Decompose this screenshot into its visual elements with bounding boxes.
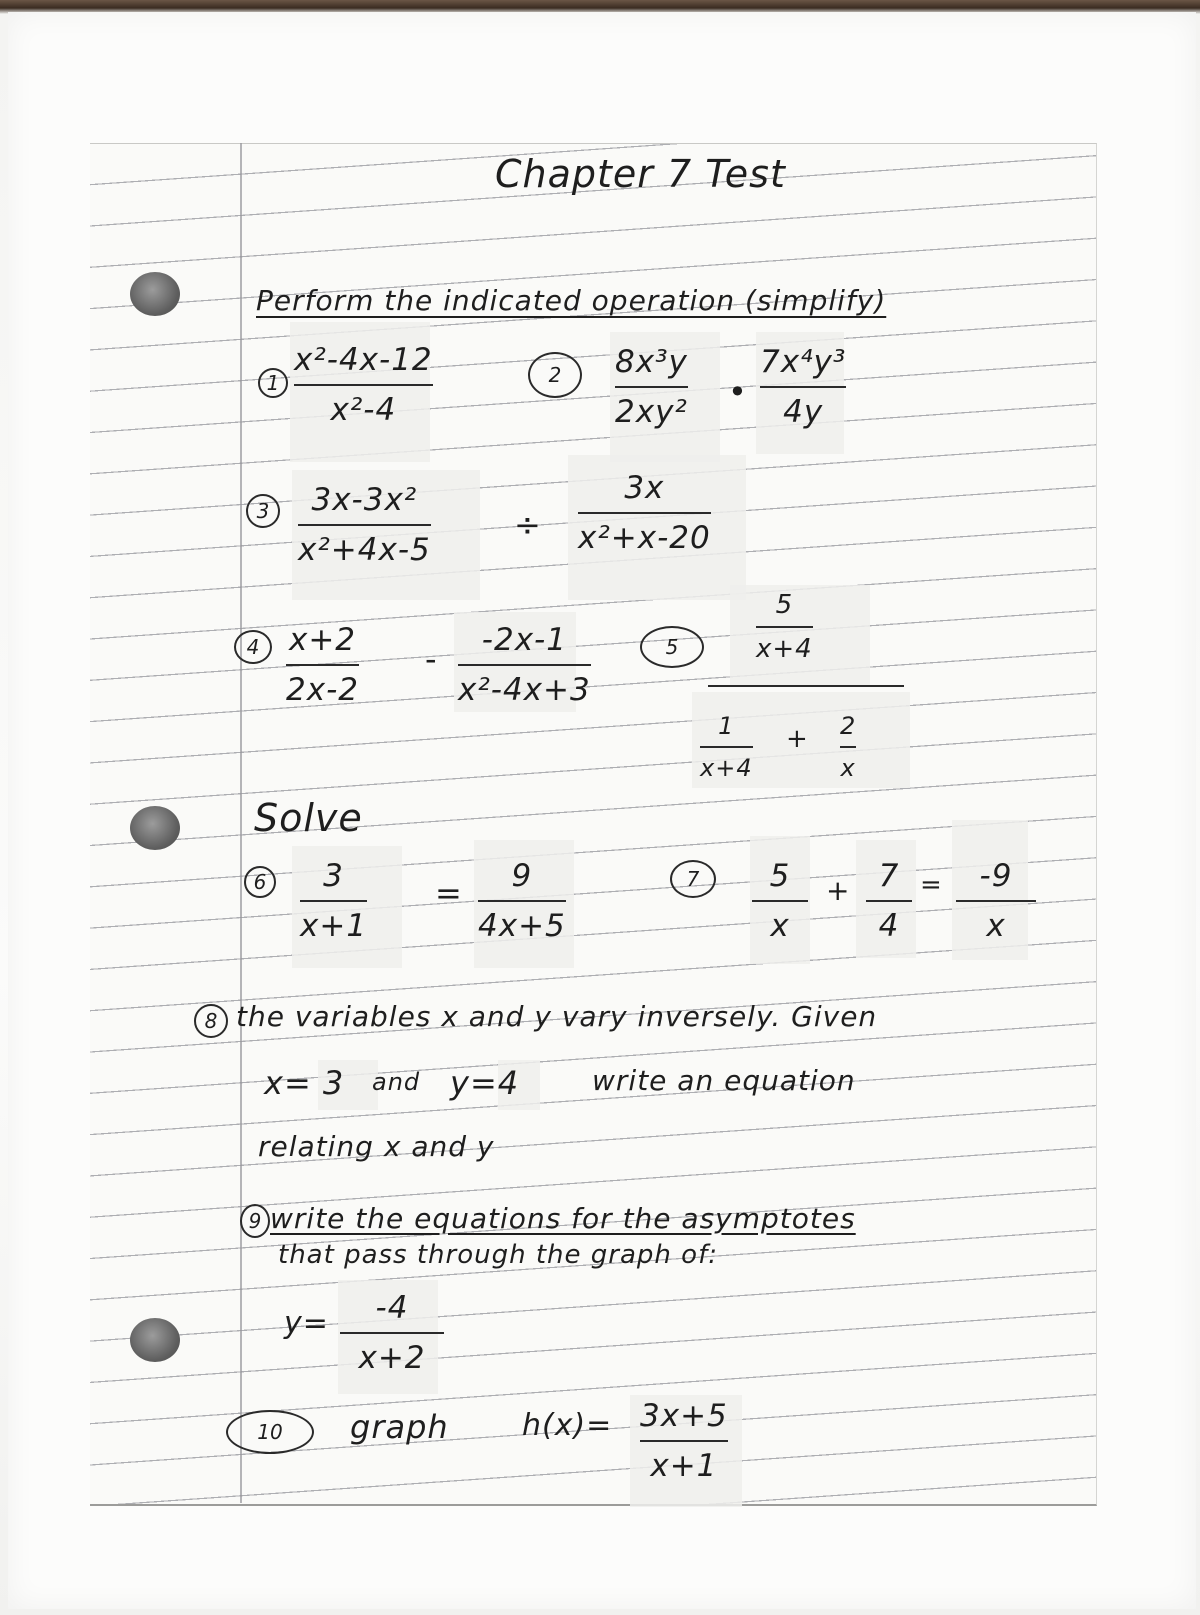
fraction-bar (294, 384, 433, 386)
fraction-bar (760, 386, 846, 388)
problem-5-bottom1-denominator: x+4 (700, 754, 753, 782)
problem-5-bottom-fraction-1 (700, 712, 753, 782)
problem-3-fraction-2 (578, 470, 711, 556)
fraction-bar (578, 512, 711, 514)
problem-8-and: and (372, 1068, 421, 1096)
fraction-bar (866, 900, 912, 902)
problem-4-frac2-denominator: x²-4x+3 (458, 672, 591, 708)
problem-5-main-fraction-bar (708, 685, 904, 687)
problem-6-frac1-numerator: 3 (323, 858, 344, 894)
problem-4-number: 4 (234, 630, 272, 664)
problem-7-frac3-denominator: x (986, 908, 1006, 944)
problem-7-frac1-denominator: x (770, 908, 790, 944)
fraction-bar (286, 664, 359, 666)
problem-9-fraction (340, 1290, 444, 1376)
problem-10-numerator: 3x+5 (640, 1398, 728, 1434)
problem-9-line-1: write the equations for the asymptotes (270, 1202, 856, 1235)
problem-8-line-3: relating x and y (258, 1130, 495, 1163)
problem-5-bottom2-numerator: 2 (840, 712, 857, 740)
fraction-bar (700, 746, 753, 748)
problem-5-top-fraction (756, 590, 813, 664)
fraction-bar (478, 900, 566, 902)
page-title: Chapter 7 Test (495, 152, 786, 196)
problem-10-fraction (640, 1398, 728, 1484)
fraction-bar (300, 900, 367, 902)
section-heading-operations: Perform the indicated operation (simplify) (256, 284, 887, 317)
problem-1-fraction (294, 342, 433, 428)
problem-9-numerator: -4 (375, 1290, 409, 1326)
problem-1-numerator: x²-4x-12 (294, 342, 433, 378)
problem-1-denominator: x²-4 (330, 392, 397, 428)
problem-4-frac2-numerator: -2x-1 (481, 622, 567, 658)
fraction-bar (840, 746, 856, 748)
problem-10-label: graph (350, 1408, 449, 1446)
fraction-bar (458, 664, 591, 666)
problem-7-number: 7 (670, 860, 716, 898)
punch-hole-top (130, 272, 180, 316)
problem-6-fraction-1 (300, 858, 367, 944)
problem-5-bottom-fraction-2 (840, 712, 856, 782)
fraction-bar (615, 386, 688, 388)
problem-5-bottom2-denominator: x (840, 754, 856, 782)
margin-line (240, 143, 242, 1503)
problem-2-frac2-denominator: 4y (783, 394, 824, 430)
problem-4-frac1-denominator: 2x-2 (286, 672, 359, 708)
problem-2-frac1-denominator: 2xy² (615, 394, 688, 430)
problem-5-bottom-operator: + (786, 724, 808, 754)
fraction-bar (756, 626, 813, 628)
problem-6-frac2-denominator: 4x+5 (478, 908, 566, 944)
problem-3-frac1-numerator: 3x-3x² (311, 482, 418, 518)
fraction-bar (752, 900, 808, 902)
problem-8-y-value: y=4 (450, 1064, 520, 1102)
problem-3-frac2-denominator: x²+x-20 (578, 520, 711, 556)
problem-2-frac1-numerator: 8x³y (615, 344, 688, 380)
section-heading-solve: Solve (254, 796, 363, 840)
problem-2-operator: • (728, 373, 747, 411)
problem-9-line-2: that pass through the graph of: (278, 1240, 718, 1270)
problem-6-operator: = (435, 874, 462, 912)
problem-8-number: 8 (194, 1004, 228, 1038)
problem-6-frac2-numerator: 9 (511, 858, 533, 894)
problem-2-fraction-2 (760, 344, 846, 430)
punch-hole-middle (130, 806, 180, 850)
problem-2-frac2-numerator: 7x⁴y³ (760, 344, 847, 380)
problem-9-lhs: y= (284, 1306, 329, 1341)
problem-10-denominator: x+1 (650, 1448, 718, 1484)
problem-9-denominator: x+2 (358, 1340, 426, 1376)
problem-8-line-1: the variables x and y vary inversely. Given (236, 1000, 878, 1033)
problem-5-top-denominator: x+4 (756, 634, 813, 664)
problem-6-number: 6 (244, 866, 276, 898)
problem-3-number: 3 (246, 494, 280, 528)
problem-4-fraction-2 (458, 622, 591, 708)
problem-5-bottom1-numerator: 1 (718, 712, 735, 740)
punch-hole-bottom (130, 1318, 180, 1362)
problem-7-fraction-3 (956, 858, 1036, 944)
problem-2-fraction-1 (615, 344, 688, 430)
problem-4-fraction-1 (286, 622, 359, 708)
fraction-bar (340, 1332, 444, 1334)
problem-7-frac3-numerator: -9 (979, 858, 1013, 894)
problem-10-lhs: h(x)= (522, 1408, 613, 1443)
problem-9-number: 9 (240, 1204, 270, 1238)
fraction-bar (640, 1440, 728, 1442)
problem-8-x-value: x= 3 (264, 1064, 345, 1102)
problem-3-frac1-denominator: x²+4x-5 (298, 532, 431, 568)
problem-7-frac2-denominator: 4 (878, 908, 900, 944)
problem-5-top-numerator: 5 (775, 590, 794, 620)
problem-7-operator-2: = (920, 870, 942, 900)
problem-7-frac1-numerator: 5 (769, 858, 791, 894)
problem-1-number: 1 (258, 368, 288, 398)
problem-7-operator-1: + (826, 874, 850, 907)
fraction-bar (298, 524, 431, 526)
problem-6-fraction-2 (478, 858, 566, 944)
problem-3-operator: ÷ (514, 506, 541, 544)
problem-7-fraction-2 (866, 858, 912, 944)
problem-2-number: 2 (528, 352, 582, 398)
problem-3-fraction-1 (298, 482, 431, 568)
problem-10-number: 10 (226, 1410, 314, 1454)
problem-6-frac1-denominator: x+1 (300, 908, 368, 944)
problem-7-fraction-1 (752, 858, 808, 944)
fraction-bar (956, 900, 1036, 902)
problem-4-operator: - (425, 640, 437, 678)
problem-3-frac2-numerator: 3x (624, 470, 665, 506)
problem-7-frac2-numerator: 7 (878, 858, 900, 894)
problem-8-line-2: write an equation (592, 1064, 856, 1097)
problem-5-number: 5 (640, 626, 704, 668)
problem-4-frac1-numerator: x+2 (288, 622, 357, 658)
